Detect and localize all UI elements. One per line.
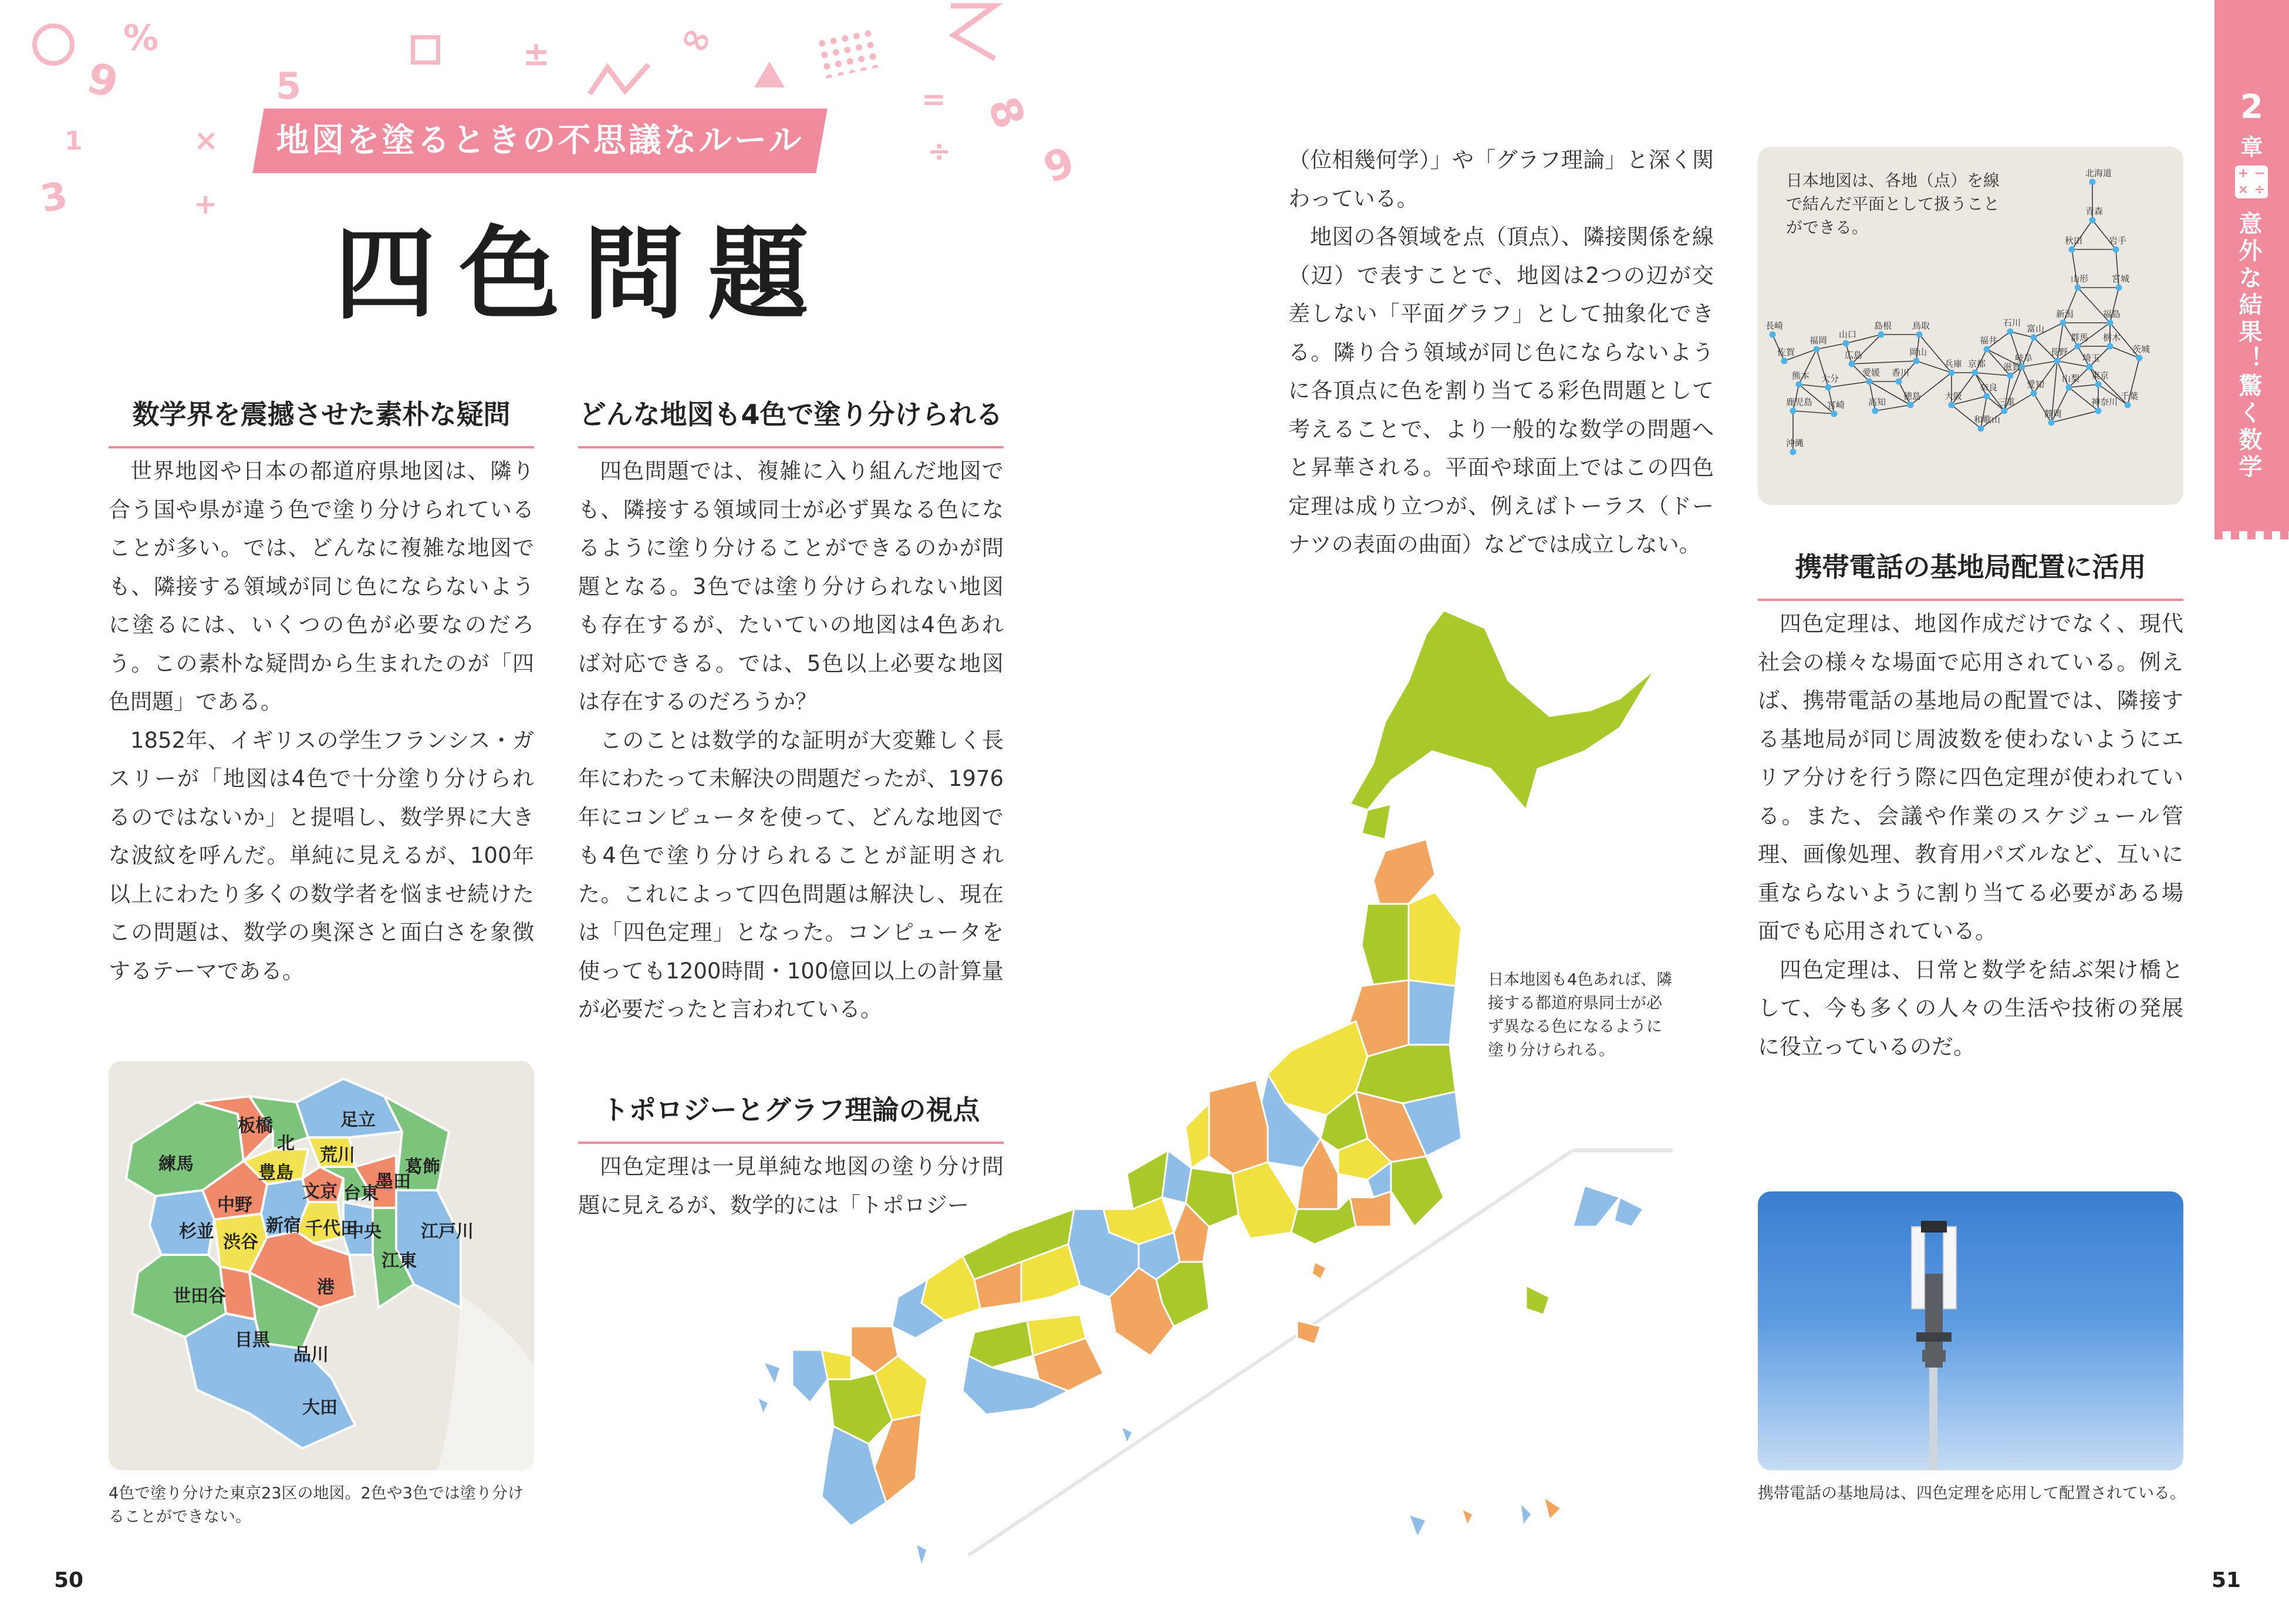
graph-node bbox=[1916, 332, 1923, 338]
ward-label: 葛飾 bbox=[405, 1157, 440, 1177]
ward-label: 千代田 bbox=[305, 1218, 358, 1239]
ward-label: 大田 bbox=[302, 1397, 337, 1418]
graph-node-label: 大阪 bbox=[1944, 391, 1963, 401]
graph-node-label: 徳島 bbox=[1903, 391, 1922, 401]
ward-label: 杉並 bbox=[179, 1221, 214, 1242]
graph-node bbox=[2095, 408, 2102, 414]
decorative-square bbox=[411, 35, 440, 65]
graph-node bbox=[2089, 217, 2096, 224]
graph-node bbox=[1770, 332, 1776, 338]
graph-node bbox=[1790, 449, 1797, 455]
graph-node bbox=[2031, 335, 2037, 341]
graph-node bbox=[1814, 346, 1820, 353]
graph-node bbox=[2066, 384, 2072, 391]
ward-label: 文京 bbox=[302, 1181, 337, 1202]
graph-edge bbox=[1975, 373, 2010, 376]
graph-node-label: 鹿児島 bbox=[1786, 397, 1813, 407]
graph-node-label: 千葉 bbox=[2121, 391, 2139, 401]
chapter-number: 2 bbox=[2240, 88, 2263, 126]
decorative-symbol: 9 bbox=[82, 52, 124, 109]
divide-symbol: ÷ bbox=[2254, 183, 2266, 197]
ward-label: 世田谷 bbox=[173, 1286, 226, 1306]
graph-node bbox=[1984, 393, 1990, 400]
tokyo-ward-map bbox=[109, 1061, 534, 1470]
graph-node-label: 富山 bbox=[2027, 323, 2045, 334]
decorative-circle bbox=[32, 23, 75, 66]
decorative-symbol: 8 bbox=[978, 90, 1035, 135]
graph-node-label: 新潟 bbox=[2056, 309, 2074, 319]
section-heading: 数学界を震撼させた素朴な疑問 bbox=[109, 393, 534, 448]
decorative-symbol: ± bbox=[522, 35, 550, 73]
page-subtitle: 地図を塗るときの不思議なルール bbox=[276, 121, 804, 160]
graph-node bbox=[1825, 384, 1832, 391]
graph-node bbox=[2087, 364, 2093, 370]
graph-node-label: 福岡 bbox=[1809, 335, 1828, 346]
graph-node bbox=[2107, 320, 2114, 326]
graph-node-label: 長崎 bbox=[1765, 320, 1784, 331]
chapter-tab-edge bbox=[2214, 531, 2289, 539]
section-body bbox=[1758, 605, 2183, 1066]
paragraph: 四色定理は、地図作成だけでなく、現代社会の様々な場面で応用されている。例えば、携帯電話の基地局の配置では、隣接する基地局が同じ周波数を使わないようにエリア分けを行う際に四色定理が使われている。また、会議や作業のスケジュール管理、画像処理、教育用パズルなど、互いに重ならないように割り当てる必要がある場面でも応用されている。 bbox=[1758, 611, 2183, 944]
graph-node-label: 岡山 bbox=[1909, 347, 1927, 357]
graph-node-label: 石川 bbox=[2003, 318, 2021, 328]
ward-label: 荒川 bbox=[320, 1145, 355, 1166]
decorative-triangle bbox=[754, 62, 785, 87]
graph-node bbox=[1913, 358, 1920, 364]
graph-node-label: 熊本 bbox=[1792, 370, 1810, 381]
page-number-right: 51 bbox=[2212, 1568, 2241, 1592]
graph-node bbox=[1866, 379, 1873, 385]
ward-label: 板橋 bbox=[238, 1116, 273, 1136]
section-heading: トポロジーとグラフ理論の視点 bbox=[578, 1089, 1004, 1144]
ward-label: 足立 bbox=[340, 1110, 376, 1130]
section-heading: 携帯電話の基地局配置に活用 bbox=[1758, 546, 2183, 601]
paragraph: 1852年、イギリスの学生フランシス・ガスリーが「地図は4色で十分塗り分けられるのではないか」と提唱し、数学界に大きな波紋を呼んだ。単純に見えるが、100年以上にわたり多くの数学者を悩ませ続けたこの問題は、数学の奥深さと面白さを象徴するテーマである。 bbox=[109, 727, 534, 984]
graph-node-label: 北海道 bbox=[2085, 168, 2112, 178]
graph-node-label: 宮崎 bbox=[1827, 400, 1845, 410]
graph-node bbox=[2007, 329, 2014, 335]
decorative-symbol: % bbox=[123, 18, 159, 59]
ward-label: 豊島 bbox=[258, 1163, 293, 1183]
decorative-symbol: 9 bbox=[1037, 137, 1081, 193]
section-heading: どんな地図も4色で塗り分けられる bbox=[578, 393, 1004, 448]
graph-node bbox=[1796, 381, 1802, 388]
graph-node bbox=[2054, 358, 2061, 364]
ward-label: 中野 bbox=[217, 1195, 252, 1216]
ward-label: 練馬 bbox=[158, 1154, 194, 1174]
graph-node bbox=[1781, 358, 1788, 364]
graph-node bbox=[2007, 373, 2014, 379]
ward-label: 台東 bbox=[343, 1183, 379, 1204]
graph-node bbox=[2031, 390, 2037, 397]
graph-node-label: 奈良 bbox=[1980, 382, 1998, 393]
paragraph: （位相幾何学）」や「グラフ理論」と深く関わっている。 bbox=[1288, 147, 1714, 211]
page-title: 四色問題 bbox=[335, 215, 832, 333]
graph-node bbox=[2001, 408, 2008, 414]
graph-node-label: 埼玉 bbox=[2082, 353, 2101, 363]
graph-node bbox=[1831, 411, 1838, 417]
chapter-title: 意外な結果！驚く数学 bbox=[2235, 211, 2262, 481]
graph-node bbox=[1907, 402, 1914, 408]
section-body bbox=[109, 452, 534, 990]
ward-label: 北 bbox=[277, 1133, 295, 1154]
graph-node bbox=[2095, 381, 2102, 388]
graph-node-label: 岩手 bbox=[2109, 235, 2127, 246]
graph-node bbox=[1849, 361, 1855, 367]
tokyo-map-caption: 4色で塗り分けた東京23区の地図。2色や3色では塗り分けることができない。 bbox=[109, 1484, 524, 1526]
ward-label: 中央 bbox=[346, 1221, 382, 1242]
graph-node-label: 茨城 bbox=[2132, 344, 2150, 354]
ward-label: 江戸川 bbox=[421, 1221, 474, 1242]
ward-label: 品川 bbox=[293, 1345, 329, 1365]
graph-node-label: 福島 bbox=[2103, 309, 2121, 319]
ward-label: 新宿 bbox=[266, 1216, 301, 1236]
ward-label: 江東 bbox=[382, 1251, 417, 1271]
decorative-symbol: 5 bbox=[276, 65, 302, 107]
chapter-word: 章 bbox=[2240, 134, 2263, 160]
paragraph: 四色問題では、複雑に入り組んだ地図でも、隣接する領域同士が必ず異なる色になるように塗り分けることができるのかが問題となる。3色では塗り分けられない地図も存在するが、たいていの地図は4色あれば対応できる。では、5色以上必要な地図は存在するのだろうか？ bbox=[578, 458, 1004, 714]
plus-symbol: + bbox=[2237, 166, 2249, 181]
graph-node bbox=[1949, 402, 1955, 408]
cell-tower-photo bbox=[1758, 1191, 2183, 1470]
ward-label: 目黒 bbox=[235, 1330, 270, 1350]
decorative-dots bbox=[815, 26, 881, 79]
paragraph: 世界地図や日本の都道府県地図は、隣り合う国や県が違う色で塗り分けられていることが多い。では、どんなに複雑な地図でも、隣接する領域が同じ色にならないように塗るには、いくつの色が必要なのだろう。この素朴な疑問から生まれたのが「四色問題」である。 bbox=[109, 458, 534, 714]
graph-node-label: 愛媛 bbox=[1862, 367, 1881, 378]
graph-node-label: 山形 bbox=[2071, 274, 2089, 284]
graph-node-label: 佐賀 bbox=[1777, 347, 1795, 357]
graph-node bbox=[1878, 332, 1885, 338]
graph-edge bbox=[1799, 384, 1828, 387]
graph-node-label: 静岡 bbox=[2044, 408, 2062, 419]
graph-node-label: 香川 bbox=[1892, 367, 1910, 378]
graph-node bbox=[1949, 370, 1955, 376]
graph-node-label: 鳥取 bbox=[1912, 320, 1930, 331]
graph-node bbox=[2113, 247, 2119, 253]
graph-node bbox=[1843, 340, 1849, 347]
graph-node-label: 宮城 bbox=[2112, 274, 2130, 284]
graph-node-label: 栃木 bbox=[2103, 332, 2121, 343]
minus-symbol: − bbox=[2254, 166, 2266, 181]
graph-node-label: 大分 bbox=[1821, 373, 1839, 384]
decorative-symbol: = bbox=[921, 82, 946, 116]
graph-node bbox=[1896, 379, 1902, 385]
graph-network bbox=[1758, 147, 2183, 505]
graph-node bbox=[2075, 343, 2081, 350]
graph-node bbox=[2060, 320, 2067, 326]
paragraph: 四色定理は一見単純な地図の塗り分け問題に見えるが、数学的には「トポロジー bbox=[578, 1154, 1004, 1218]
graph-node bbox=[1984, 346, 1990, 353]
graph-node bbox=[2107, 343, 2114, 350]
graph-node bbox=[2089, 179, 2096, 185]
decorative-symbol: 1 bbox=[65, 126, 83, 156]
decorative-symbol: ÷ bbox=[927, 135, 951, 168]
photo-caption: 携帯電話の基地局は、四色定理を応用して配置されている。 bbox=[1758, 1484, 2186, 1503]
calculator-icon bbox=[2235, 166, 2268, 198]
graph-node bbox=[2075, 285, 2081, 291]
page-number-left: 50 bbox=[54, 1568, 84, 1592]
graph-node-label: 島根 bbox=[1874, 320, 1892, 331]
graph-node bbox=[2116, 285, 2122, 291]
graph-node-label: 福井 bbox=[1980, 335, 1998, 346]
graph-node bbox=[2048, 420, 2055, 426]
graph-edge bbox=[2069, 384, 2098, 387]
graph-node-label: 滋賀 bbox=[2003, 362, 2021, 372]
graph-node-label: 山口 bbox=[1839, 329, 1857, 340]
graph-node-label: 長野 bbox=[2050, 347, 2068, 357]
graph-node bbox=[2069, 247, 2075, 253]
ward-label: 港 bbox=[317, 1277, 335, 1298]
japan-map-caption: 日本地図も4色あれば、隣接する都道府県同士が必ず異なる色になるように塗り分けられる。 bbox=[1488, 971, 1673, 1059]
graph-edge bbox=[1852, 361, 1916, 364]
graph-node bbox=[1972, 370, 1979, 376]
graph-node-label: 三重 bbox=[1997, 397, 2015, 407]
graph-edge bbox=[1793, 411, 1834, 414]
graph-node-label: 和歌山 bbox=[1974, 414, 2001, 425]
graph-node-label: 秋田 bbox=[2065, 235, 2083, 246]
ward-label: 渋谷 bbox=[223, 1232, 258, 1252]
decorative-symbol: ∞ bbox=[674, 13, 719, 65]
decorative-symbol: + bbox=[194, 188, 218, 221]
graph-node-label: 高知 bbox=[1868, 397, 1886, 407]
section-body-continued bbox=[1288, 141, 1714, 564]
ward-label: 墨田 bbox=[376, 1171, 411, 1192]
decorative-zigzag bbox=[939, 0, 1010, 65]
graph-node-label: 広島 bbox=[1845, 350, 1863, 360]
graph-node-label: 東京 bbox=[2091, 370, 2109, 381]
japan-graph-figure bbox=[1758, 147, 2183, 505]
graph-node-label: 愛知 bbox=[2027, 379, 2045, 390]
graph-node-label: 岐阜 bbox=[2015, 353, 2033, 363]
decorative-symbol: 3 bbox=[37, 174, 71, 222]
paragraph: このことは数学的な証明が大変難しく長年にわたって未解決の問題だったが、1976年にコンピュータを使って、どんな地図でも4色で塗り分けられることが証明された。これによって四色問題は解決し、現在は「四色定理」となった。コンピュータを使っても1200時間・100億回以上の計算量が必要だったと言われている。 bbox=[578, 727, 1004, 1022]
graph-node-label: 京都 bbox=[1968, 359, 1986, 369]
graph-node bbox=[2125, 402, 2131, 408]
times-symbol: × bbox=[2237, 183, 2249, 197]
paragraph: 四色定理は、日常と数学を結ぶ架け橋として、今も多くの人々の生活や技術の発展に役立っているのだ。 bbox=[1758, 957, 2183, 1059]
graph-node bbox=[2136, 355, 2143, 362]
decorative-symbol: × bbox=[194, 123, 218, 157]
graph-node-label: 神奈川 bbox=[2091, 397, 2118, 407]
graph-node-label: 群馬 bbox=[2071, 332, 2089, 343]
decorative-zigzag bbox=[587, 59, 657, 100]
graph-node bbox=[1978, 426, 1984, 432]
graph-node-label: 山梨 bbox=[2062, 373, 2080, 384]
paragraph: 地図の各領域を点（頂点）、隣接関係を線（辺）で表すことで、地図は2つの辺が交差しない「平面グラフ」として抽象化できる。隣り合う領域が同じ色にならないように各頂点に色を割り当てる彩色問題として考えることで、より一般的な数学の問題へと昇華される。平面や球面上ではこの四色定理は成り立つが、例えばトーラス（ドーナツの表面の曲面）などでは成立しない。 bbox=[1288, 224, 1714, 557]
graph-node bbox=[1790, 408, 1797, 414]
graph-note: 日本地図は、各地（点）を線で結んだ平面として扱うことができる。 bbox=[1786, 171, 2000, 237]
graph-node bbox=[1872, 408, 1879, 414]
graph-node-label: 青森 bbox=[2085, 206, 2104, 217]
japan-four-color-map bbox=[704, 575, 1737, 1596]
graph-node-label: 兵庫 bbox=[1944, 359, 1963, 369]
graph-node-label: 沖縄 bbox=[1786, 438, 1804, 448]
